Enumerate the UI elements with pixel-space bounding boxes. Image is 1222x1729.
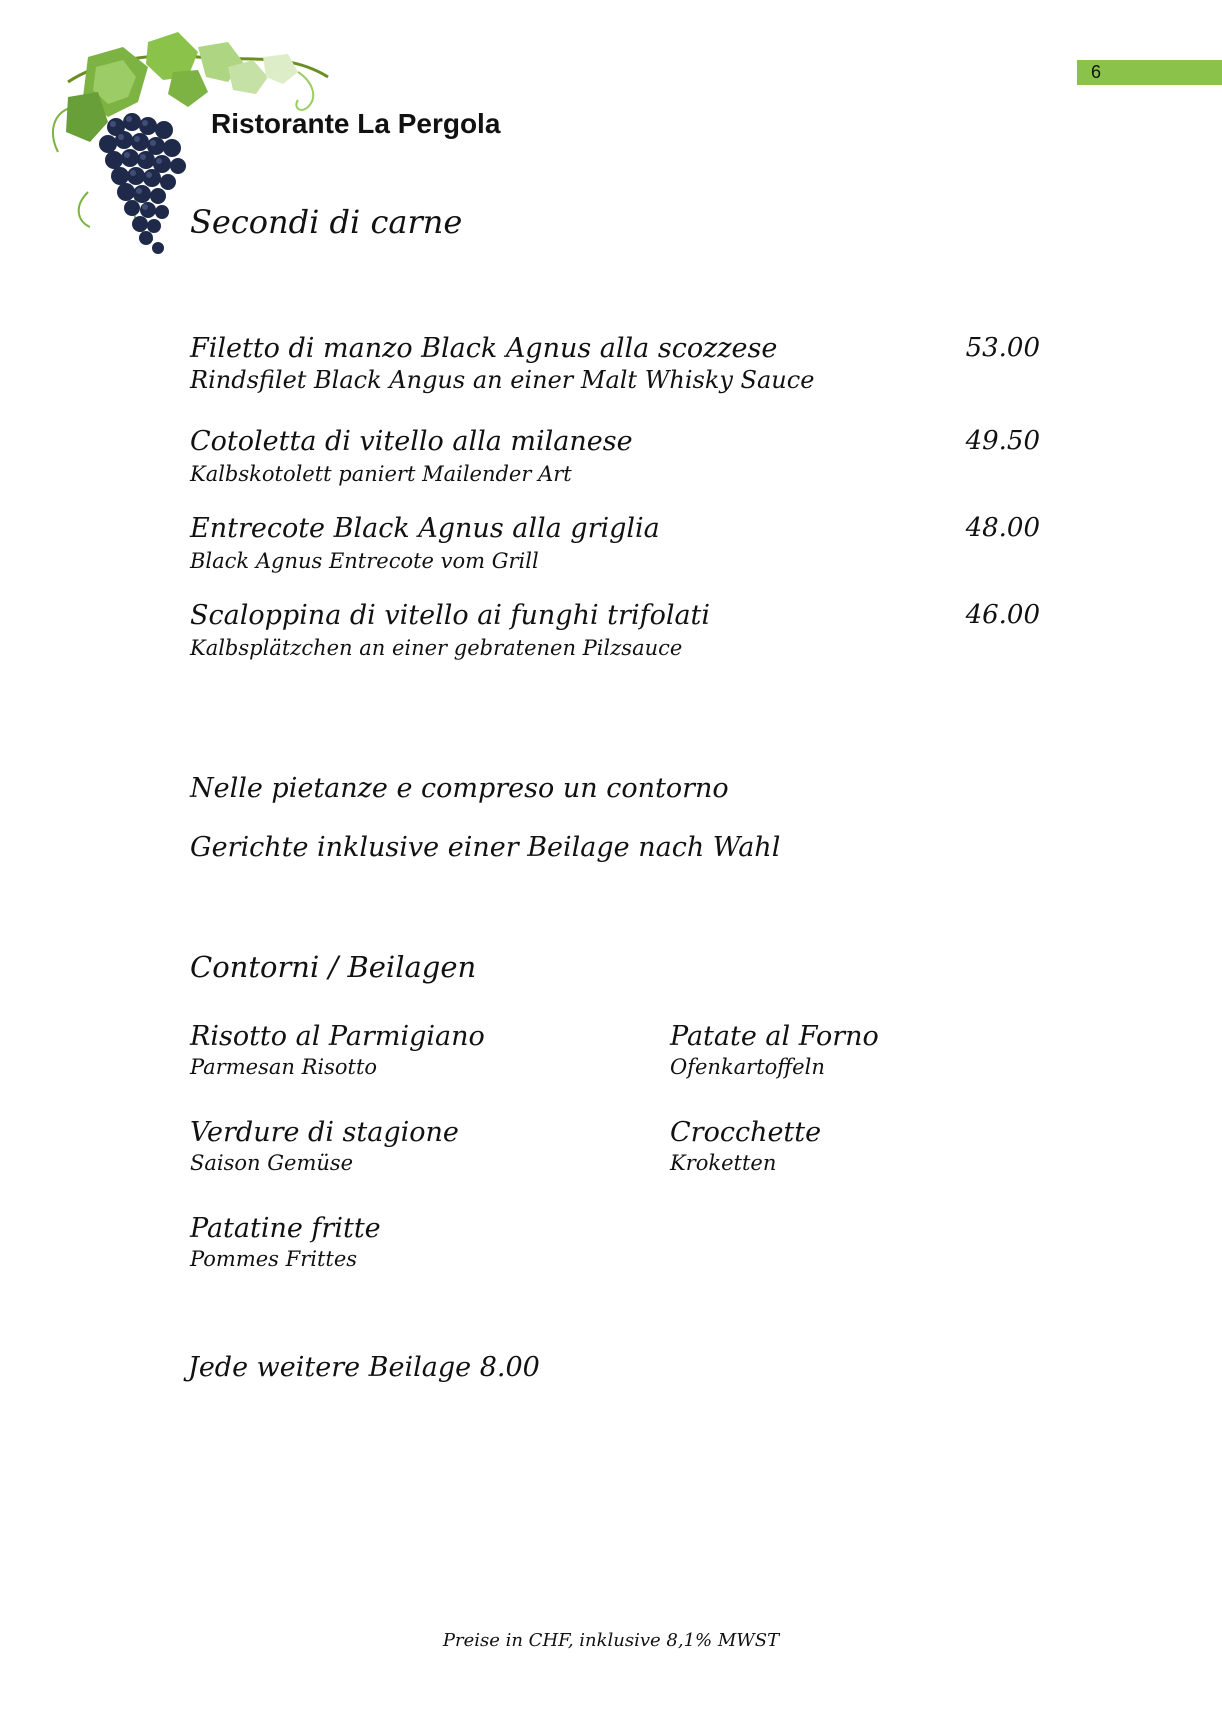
dish-name: Entrecote Black Agnus alla griglia: [190, 513, 660, 544]
dish-name: Filetto di manzo Black Agnus alla scozzese: [190, 333, 778, 364]
dish-price: 48.00: [965, 513, 1040, 543]
dish-description: Kalbsplätzchen an einer gebratenen Pilzsauce: [190, 636, 683, 660]
side-item: [190, 1117, 459, 1177]
dish-price: 46.00: [965, 600, 1040, 630]
footer-price-note: Preise in CHF, inklusive 8,1% MWST: [442, 1630, 780, 1651]
side-description: Pommes Frittes: [190, 1247, 358, 1271]
dish-description: Black Agnus Entrecote vom Grill: [190, 549, 539, 573]
page-number: 6: [1091, 62, 1102, 82]
side-name: Patate al Forno: [670, 1021, 879, 1052]
side-item: [670, 1117, 821, 1177]
dish-price: 49.50: [965, 426, 1040, 456]
dish-name: Scaloppina di vitello ai funghi trifolati: [190, 600, 711, 631]
dish-name: Cotoletta di vitello alla milanese: [190, 426, 633, 457]
side-item: [190, 1021, 485, 1081]
side-description: Kroketten: [670, 1151, 777, 1175]
section-title-secondi: Secondi di carne: [190, 203, 463, 241]
side-name: Crocchette: [670, 1117, 822, 1148]
side-name: Patatine fritte: [190, 1213, 381, 1244]
side-description: Parmesan Risotto: [190, 1055, 378, 1079]
dish-description: Kalbskotolett paniert Mailender Art: [190, 462, 572, 486]
note-italian: Nelle pietanze e compreso un contorno: [190, 773, 729, 804]
extra-side-price: Jede weitere Beilage 8.00: [188, 1352, 540, 1383]
side-name: Verdure di stagione: [190, 1117, 459, 1148]
side-item: [670, 1021, 879, 1081]
dish-price: 53.00: [965, 333, 1040, 363]
side-description: Saison Gemüse: [190, 1151, 354, 1175]
restaurant-name: Ristorante La Pergola: [211, 108, 501, 139]
side-description: Ofenkartoffeln: [670, 1055, 825, 1079]
side-item: [190, 1213, 381, 1273]
section-title-contorni: Contorni / Beilagen: [190, 950, 477, 984]
side-name: Risotto al Parmigiano: [190, 1021, 485, 1052]
dish-description: Rindsfilet Black Angus an einer Malt Whisky Sauce: [190, 366, 815, 394]
note-german: Gerichte inklusive einer Beilage nach Wahl: [190, 832, 781, 863]
